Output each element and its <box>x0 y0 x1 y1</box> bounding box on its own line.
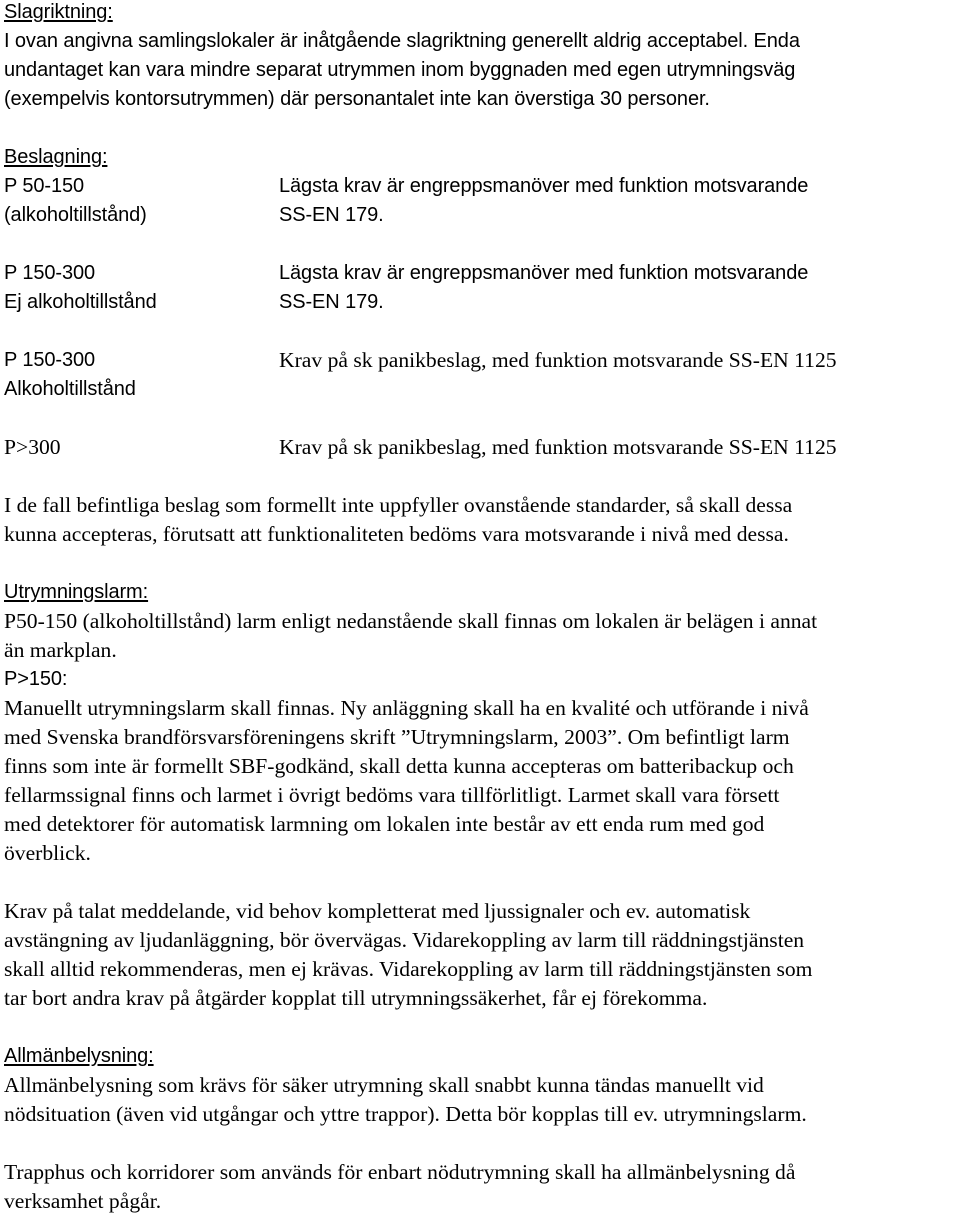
beslagning-heading: Beslagning: <box>4 146 108 168</box>
slagriktning-heading: Slagriktning: <box>4 1 113 23</box>
utrymningslarm-p150-label: P>150: <box>4 668 68 690</box>
utrymningslarm-p150-line-2: med Svenska brandförsvarsföreningens skrift ”Utrymningslarm, 2003”. Om befintligt larm <box>4 725 790 749</box>
utrymningslarm-p150-line-6: överblick. <box>4 841 91 865</box>
allmanbelysning-heading: Allmänbelysning: <box>4 1045 154 1067</box>
beslagning-note-line-2: kunna accepteras, förutsatt att funktionaliteten bedöms vara motsvarande i nivå med dessa. <box>4 522 789 546</box>
row1-left-1: P 50-150 <box>4 175 85 197</box>
utrymningslarm-p50 <box>4 607 960 665</box>
row3-left-2: Alkoholtillstånd <box>4 378 136 400</box>
utrymningslarm-talat-line-3: skall alltid rekommenderas, men ej krävas. Vidarekoppling av larm till räddningstjänsten som <box>4 957 813 981</box>
utrymningslarm-p150-line-4: fellarmssignal finns och larmet i övrigt bedöms vara tillförlitligt. Larmet skall vara försett <box>4 783 780 807</box>
utrymningslarm-heading: Utrymningslarm: <box>4 581 149 603</box>
slagriktning-line-2: undantaget kan vara mindre separat utrymmen inom byggnaden med egen utrymningsväg <box>4 59 796 81</box>
beslagning-note <box>4 491 960 549</box>
utrymningslarm-p50-line-1: P50-150 (alkoholtillstånd) larm enligt nedanstående skall finnas om lokalen är belägen i annat <box>4 609 818 633</box>
row3-left-1: P 150-300 <box>4 349 96 371</box>
allmanbelysning-line-1: Allmänbelysning som krävs för säker utrymning skall snabbt kunna tändas manuellt vid <box>4 1073 764 1097</box>
utrymningslarm-p150 <box>4 694 960 868</box>
row2-left-2: Ej alkoholtillstånd <box>4 291 157 313</box>
slagriktning-line-3: (exempelvis kontorsutrymmen) där personantalet inte kan överstiga 30 personer. <box>4 88 710 110</box>
utrymningslarm-p50-line-2: än markplan. <box>4 638 117 662</box>
utrymningslarm-p150-line-5: med detektorer för automatisk larmning om lokalen inte består av ett enda rum med god <box>4 812 765 836</box>
row4-right-1: Krav på sk panikbeslag, med funktion motsvarande SS-EN 1125 <box>279 435 837 459</box>
row3-right-1: Krav på sk panikbeslag, med funktion motsvarande SS-EN 1125 <box>279 348 837 372</box>
beslagning-note-line-1: I de fall befintliga beslag som formellt inte uppfyller ovanstående standarder, så skall dessa <box>4 493 793 517</box>
utrymningslarm-talat <box>4 897 960 1013</box>
utrymningslarm-talat-line-1: Krav på talat meddelande, vid behov kompletterat med ljussignaler och ev. automatisk <box>4 899 751 923</box>
row1-right-2: SS-EN 179. <box>279 204 384 226</box>
allmanbelysning-text <box>4 1071 960 1129</box>
trapphus-line-2: verksamhet pågår. <box>4 1189 162 1213</box>
trapphus-text <box>4 1158 960 1216</box>
utrymningslarm-p150-line-3: finns som inte är formellt SBF-godkänd, skall detta kunna accepteras om batteribackup och <box>4 754 794 778</box>
row2-left-1: P 150-300 <box>4 262 96 284</box>
utrymningslarm-talat-line-4: tar bort andra krav på åtgärder kopplat till utrymningssäkerhet, får ej förekomma. <box>4 986 708 1010</box>
utrymningslarm-talat-line-2: avstängning av ljudanläggning, bör övervägas. Vidarekoppling av larm till räddningstjänsten <box>4 928 805 952</box>
row2-right-2: SS-EN 179. <box>279 291 384 313</box>
row2-right-1: Lägsta krav är engreppsmanöver med funktion motsvarande <box>279 262 809 284</box>
trapphus-line-1: Trapphus och korridorer som används för enbart nödutrymning skall ha allmänbelysning då <box>4 1160 796 1184</box>
utrymningslarm-p150-line-1: Manuellt utrymningslarm skall finnas. Ny anläggning skall ha en kvalité och utförande i nivå <box>4 696 809 720</box>
row1-right-1: Lägsta krav är engreppsmanöver med funktion motsvarande <box>279 175 809 197</box>
row4-left-1: P>300 <box>4 435 61 459</box>
slagriktning-line-1: I ovan angivna samlingslokaler är inåtgående slagriktning generellt aldrig acceptabel. Enda <box>4 30 800 52</box>
row1-left-2: (alkoholtillstånd) <box>4 204 147 226</box>
allmanbelysning-line-2: nödsituation (även vid utgångar och yttre trappor). Detta bör kopplas till ev. utrymningslarm. <box>4 1102 807 1126</box>
